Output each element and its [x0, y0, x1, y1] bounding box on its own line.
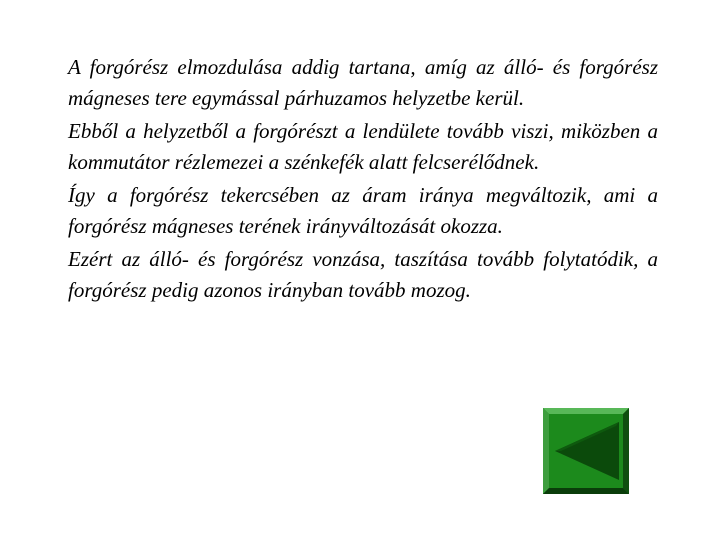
paragraph-4: Ezért az álló- és forgórész vonzása, taszítása tovább folytatódik, a forgórész pedig azonos irányban tovább mozog. [68, 247, 658, 302]
paragraph-3: Így a forgórész tekercsében az áram iránya megváltozik, ami a forgórész mágneses terének irányváltozását okozza. [68, 183, 658, 238]
triangle-left-icon [543, 408, 629, 494]
paragraph-1: A forgórész elmozdulása addig tartana, amíg az álló- és forgórész mágneses tere egymással párhuzamos helyzetbe kerül. [68, 55, 658, 110]
paragraph-2: Ebből a helyzetből a forgórészt a lendülete tovább viszi, miközben a kommutátor rézlemezei a szénkefék alatt felcserélődnek. [68, 119, 658, 174]
back-button[interactable] [543, 408, 629, 494]
body-text [68, 52, 658, 308]
